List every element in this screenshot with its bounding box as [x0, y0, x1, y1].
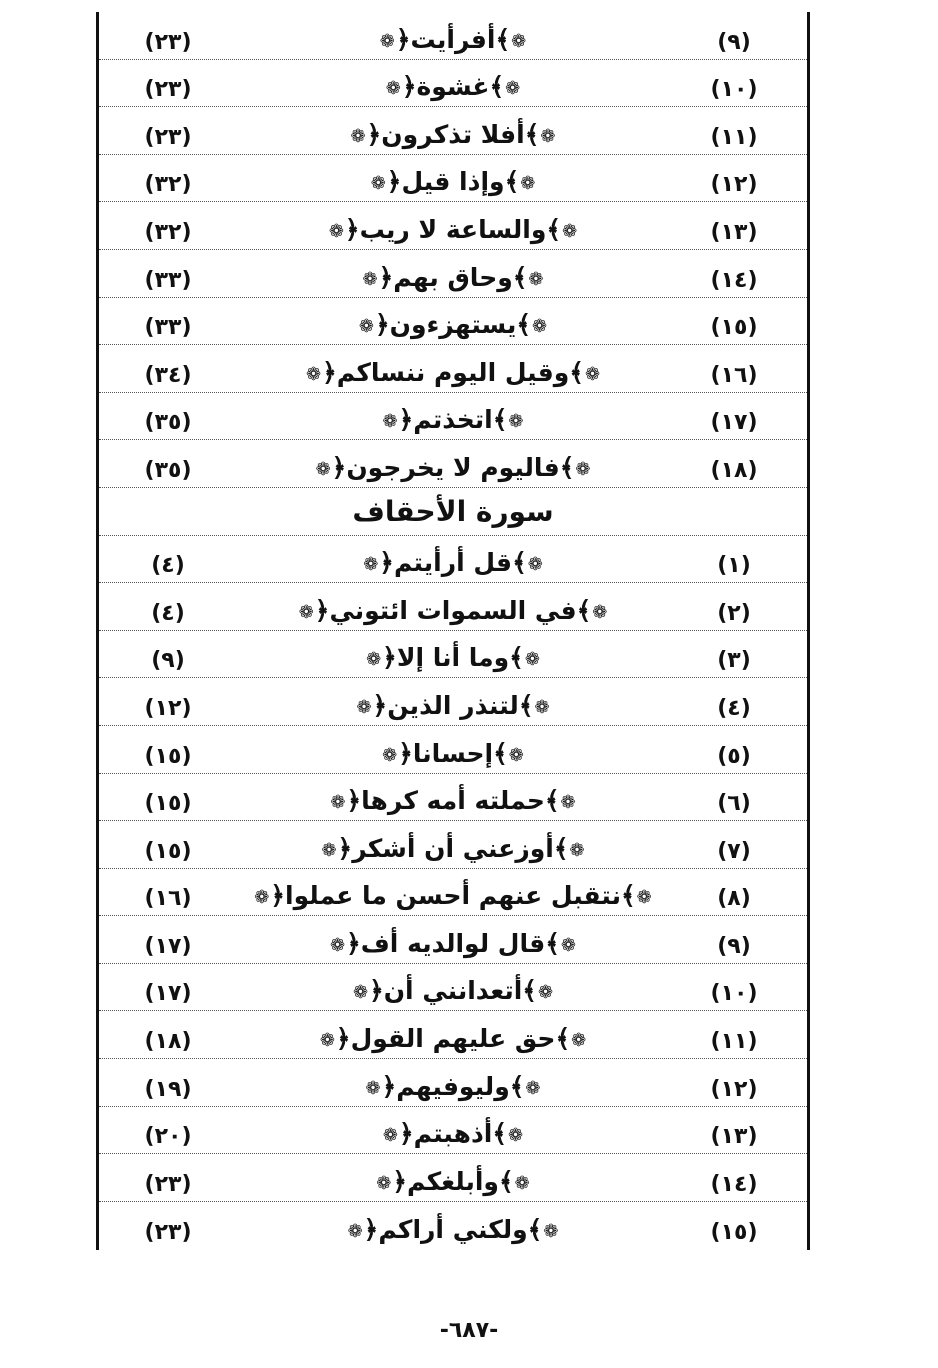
entry-number: (١٤) — [710, 267, 758, 293]
entry-number: (١٧) — [710, 410, 758, 436]
bracket-close: ﴿ — [381, 1071, 397, 1101]
index-page-frame — [96, 12, 810, 1250]
ornament-icon: ❁ — [560, 792, 576, 814]
word-text: يستهزءون — [389, 310, 517, 340]
ornament-icon: ❁ — [330, 792, 346, 814]
bracket-open: ﴾ — [569, 357, 584, 387]
ornament-icon: ❁ — [560, 934, 576, 956]
verse-number: (١٥) — [144, 791, 192, 817]
ornament-icon: ❁ — [584, 363, 601, 385]
entry-number: (٢) — [717, 600, 751, 626]
quranic-word — [249, 1154, 657, 1201]
entry-number: (١١) — [710, 1029, 758, 1055]
verse-number: (٢٣) — [144, 77, 192, 103]
verse-number: (٣٣) — [144, 267, 192, 293]
ornament-icon: ❁ — [571, 1030, 587, 1052]
quranic-word — [249, 202, 657, 249]
table-row — [99, 1202, 807, 1250]
quranic-word — [249, 964, 657, 1011]
word-text: في السموات ائتوني — [329, 595, 577, 625]
ornament-icon: ❁ — [562, 220, 578, 242]
table-row — [99, 12, 807, 60]
quranic-word — [249, 583, 657, 630]
ornament-icon: ❁ — [592, 601, 608, 623]
quranic-word — [249, 726, 657, 773]
verse-number: (١٧) — [144, 981, 192, 1007]
entry-number: (٩) — [717, 933, 751, 959]
verse-number: (٣٤) — [144, 362, 192, 388]
quranic-word — [249, 916, 657, 963]
table-row — [99, 1107, 807, 1155]
bracket-open: ﴾ — [495, 24, 511, 54]
quranic-word — [249, 107, 657, 154]
word-text: وقيل اليوم ننساكم — [336, 357, 570, 387]
word-text: حملته أمه كرها — [361, 786, 545, 816]
bracket-open: ﴾ — [509, 1071, 525, 1101]
entry-number: (١٢) — [710, 172, 758, 198]
word-text: ولكني أراكم — [378, 1215, 528, 1245]
ornament-icon: ❁ — [315, 458, 331, 480]
ornament-icon: ❁ — [321, 839, 337, 861]
ornament-icon: ❁ — [511, 30, 527, 52]
bracket-close: ﴿ — [363, 1215, 379, 1245]
word-text: قل أرأيتم — [393, 548, 513, 578]
ornament-icon: ❁ — [370, 173, 386, 195]
bracket-close: ﴿ — [346, 786, 362, 816]
verse-number: (١٢) — [144, 695, 192, 721]
ornament-icon: ❁ — [352, 982, 369, 1004]
table-row — [99, 536, 807, 584]
bracket-close: ﴿ — [270, 881, 285, 911]
bracket-close: ﴿ — [379, 548, 394, 578]
ornament-icon: ❁ — [636, 887, 652, 909]
bracket-open: ﴾ — [512, 548, 527, 578]
bracket-close: ﴿ — [382, 643, 397, 673]
ornament-icon: ❁ — [363, 554, 379, 576]
entry-number: (١) — [717, 553, 751, 579]
quranic-word — [249, 1059, 657, 1106]
quranic-word — [249, 678, 657, 725]
word-index-table — [99, 12, 807, 1249]
quranic-word — [249, 1011, 657, 1058]
bracket-close: ﴿ — [378, 262, 394, 292]
bracket-close: ﴿ — [366, 119, 382, 149]
table-row — [99, 60, 807, 108]
quranic-word — [249, 298, 657, 345]
ornament-icon: ❁ — [330, 934, 346, 956]
table-row — [99, 916, 807, 964]
verse-number: (٣٢) — [144, 219, 192, 245]
ornament-icon: ❁ — [525, 1077, 541, 1099]
bracket-close: ﴿ — [322, 357, 337, 387]
word-text: فاليوم لا يخرجون — [346, 452, 560, 482]
word-text: أفلا تذكرون — [381, 119, 525, 149]
bracket-open: ﴾ — [546, 214, 562, 244]
table-row — [99, 345, 807, 393]
entry-number: (١٨) — [710, 457, 758, 483]
entry-number: (١٣) — [710, 1124, 758, 1150]
word-text: نتقبل عنهم أحسن ما عملوا — [285, 881, 621, 911]
table-row — [99, 583, 807, 631]
table-row — [99, 202, 807, 250]
bracket-close: ﴿ — [395, 24, 411, 54]
bracket-open: ﴾ — [559, 452, 575, 482]
ornament-icon: ❁ — [527, 554, 543, 576]
quranic-word — [249, 631, 657, 678]
verse-number: (٣٢) — [144, 172, 192, 198]
ornament-icon: ❁ — [382, 744, 398, 766]
verse-number: (١٨) — [144, 1029, 192, 1055]
ornament-icon: ❁ — [328, 220, 344, 242]
ornament-icon: ❁ — [254, 887, 270, 909]
entry-number: (٣) — [717, 648, 751, 674]
verse-number: (٢٣) — [144, 1171, 192, 1197]
verse-number: (٢٣) — [144, 124, 192, 150]
verse-number: (١٦) — [144, 886, 192, 912]
quranic-word — [249, 155, 657, 202]
bracket-open: ﴾ — [544, 786, 560, 816]
ornament-icon: ❁ — [569, 839, 585, 861]
surah-heading-row — [99, 488, 807, 536]
bracket-close: ﴿ — [369, 976, 384, 1006]
verse-number: (٢٠) — [144, 1124, 192, 1150]
quranic-word — [249, 345, 657, 392]
ornament-icon: ❁ — [358, 316, 374, 338]
table-row — [99, 726, 807, 774]
table-row — [99, 440, 807, 488]
entry-number: (١٠) — [710, 77, 758, 103]
table-row — [99, 1059, 807, 1107]
verse-number: (٤) — [151, 600, 185, 626]
quranic-word — [249, 869, 657, 916]
word-text: وما أنا إلا — [396, 643, 510, 673]
table-row — [99, 964, 807, 1012]
word-text: وليوفيهم — [396, 1071, 510, 1101]
bracket-open: ﴾ — [524, 119, 540, 149]
ornament-icon: ❁ — [365, 1077, 381, 1099]
verse-number: (٤) — [151, 553, 185, 579]
verse-number: (٣٣) — [144, 315, 192, 341]
table-row — [99, 774, 807, 822]
entry-number: (١١) — [710, 124, 758, 150]
ornament-icon: ❁ — [528, 268, 544, 290]
bracket-close: ﴿ — [372, 690, 388, 720]
entry-number: (٨) — [717, 886, 751, 912]
ornament-icon: ❁ — [305, 363, 322, 385]
bracket-open: ﴾ — [509, 643, 524, 673]
quranic-word — [249, 1202, 657, 1250]
ornament-icon: ❁ — [356, 696, 372, 718]
ornament-icon: ❁ — [362, 268, 378, 290]
page-number: -٦٨٧- — [439, 1318, 499, 1343]
ornament-icon: ❁ — [540, 125, 556, 147]
bracket-open: ﴾ — [512, 262, 528, 292]
bracket-open: ﴾ — [545, 928, 560, 958]
ornament-icon: ❁ — [376, 1172, 392, 1194]
word-text: غشوة — [416, 72, 490, 102]
quranic-word — [249, 60, 657, 107]
ornament-icon: ❁ — [385, 78, 401, 100]
ornament-icon: ❁ — [382, 411, 398, 433]
word-text: وحاق بهم — [393, 262, 513, 292]
ornament-icon: ❁ — [319, 1030, 335, 1052]
ornament-icon: ❁ — [298, 601, 314, 623]
word-text: أتعدانني أن — [383, 976, 523, 1006]
entry-number: (٤) — [717, 695, 751, 721]
table-row — [99, 1154, 807, 1202]
word-text: أفرأيت — [410, 24, 496, 54]
table-row — [99, 869, 807, 917]
table-row — [99, 298, 807, 346]
ornament-icon: ❁ — [575, 458, 591, 480]
table-row — [99, 678, 807, 726]
quranic-word — [249, 440, 657, 487]
verse-number: (٩) — [151, 648, 185, 674]
table-row — [99, 821, 807, 869]
word-text: أذهبتم — [413, 1119, 493, 1149]
bracket-close: ﴿ — [401, 72, 417, 102]
bracket-open: ﴾ — [492, 405, 508, 435]
bracket-close: ﴿ — [398, 738, 413, 768]
ornament-icon: ❁ — [532, 316, 548, 338]
bracket-open: ﴾ — [498, 1166, 514, 1196]
bracket-close: ﴿ — [374, 310, 390, 340]
bracket-close: ﴿ — [398, 405, 414, 435]
quranic-word — [249, 1107, 657, 1154]
quranic-word — [249, 536, 657, 583]
entry-number: (١٢) — [710, 1076, 758, 1102]
bracket-close: ﴿ — [331, 452, 347, 482]
bracket-close: ﴿ — [386, 167, 402, 197]
surah-title: سورة الأحقاف — [352, 494, 554, 528]
word-text: إحسانا — [412, 738, 494, 768]
ornament-icon: ❁ — [514, 1172, 530, 1194]
entry-number: (٩) — [717, 29, 751, 55]
table-row — [99, 250, 807, 298]
verse-number: (١٥) — [144, 743, 192, 769]
table-row — [99, 107, 807, 155]
quranic-word — [249, 774, 657, 821]
ornament-icon: ❁ — [505, 78, 521, 100]
verse-number: (٢٣) — [144, 1220, 192, 1246]
bracket-open: ﴾ — [516, 310, 532, 340]
table-row — [99, 393, 807, 441]
bracket-open: ﴾ — [553, 833, 569, 863]
ornament-icon: ❁ — [382, 1125, 398, 1147]
bracket-close: ﴿ — [335, 1024, 351, 1054]
ornament-icon: ❁ — [524, 649, 540, 671]
entry-number: (١٤) — [710, 1171, 758, 1197]
verse-number: (٢٣) — [144, 29, 192, 55]
bracket-open: ﴾ — [576, 595, 592, 625]
bracket-open: ﴾ — [522, 976, 537, 1006]
bracket-close: ﴿ — [392, 1166, 408, 1196]
ornament-icon: ❁ — [508, 411, 524, 433]
bracket-open: ﴾ — [518, 690, 534, 720]
ornament-icon: ❁ — [508, 744, 524, 766]
ornament-icon: ❁ — [537, 982, 554, 1004]
word-text: وأبلغكم — [407, 1166, 499, 1196]
bracket-close: ﴿ — [314, 595, 330, 625]
bracket-close: ﴿ — [346, 928, 361, 958]
ornament-icon: ❁ — [508, 1125, 524, 1147]
ornament-icon: ❁ — [347, 1221, 363, 1243]
quranic-word — [249, 250, 657, 297]
entry-number: (١٦) — [710, 362, 758, 388]
verse-number: (١٩) — [144, 1076, 192, 1102]
entry-number: (٥) — [717, 743, 751, 769]
quranic-word — [249, 12, 657, 59]
word-text: حق عليهم القول — [350, 1024, 556, 1054]
verse-number: (٣٥) — [144, 410, 192, 436]
ornament-icon: ❁ — [366, 649, 382, 671]
entry-number: (٦) — [717, 791, 751, 817]
word-text: اتخذتم — [413, 405, 493, 435]
word-text: أوزعني أن أشكر — [352, 833, 554, 863]
entry-number: (٧) — [717, 838, 751, 864]
verse-number: (٣٥) — [144, 457, 192, 483]
bracket-close: ﴿ — [344, 214, 360, 244]
bracket-open: ﴾ — [504, 167, 520, 197]
bracket-open: ﴾ — [527, 1215, 543, 1245]
bracket-open: ﴾ — [621, 881, 636, 911]
ornament-icon: ❁ — [350, 125, 366, 147]
table-row — [99, 631, 807, 679]
bracket-close: ﴿ — [398, 1119, 414, 1149]
bracket-close: ﴿ — [337, 833, 353, 863]
entry-number: (١٥) — [710, 315, 758, 341]
word-text: لتنذر الذين — [387, 690, 519, 720]
quranic-word — [249, 821, 657, 868]
bracket-open: ﴾ — [489, 72, 505, 102]
ornament-icon: ❁ — [379, 30, 395, 52]
entry-number: (١٥) — [710, 1220, 758, 1246]
word-text: قال لوالديه أف — [360, 928, 546, 958]
ornament-icon: ❁ — [520, 173, 536, 195]
quranic-word — [249, 393, 657, 440]
entry-number: (١٠) — [710, 981, 758, 1007]
ornament-icon: ❁ — [534, 696, 550, 718]
table-row — [99, 155, 807, 203]
verse-number: (١٥) — [144, 838, 192, 864]
bracket-open: ﴾ — [492, 1119, 508, 1149]
bracket-open: ﴾ — [493, 738, 508, 768]
entry-number: (١٣) — [710, 219, 758, 245]
word-text: والساعة لا ريب — [359, 214, 547, 244]
bracket-open: ﴾ — [555, 1024, 571, 1054]
table-row — [99, 1011, 807, 1059]
word-text: وإذا قيل — [401, 167, 505, 197]
ornament-icon: ❁ — [543, 1221, 559, 1243]
verse-number: (١٧) — [144, 933, 192, 959]
